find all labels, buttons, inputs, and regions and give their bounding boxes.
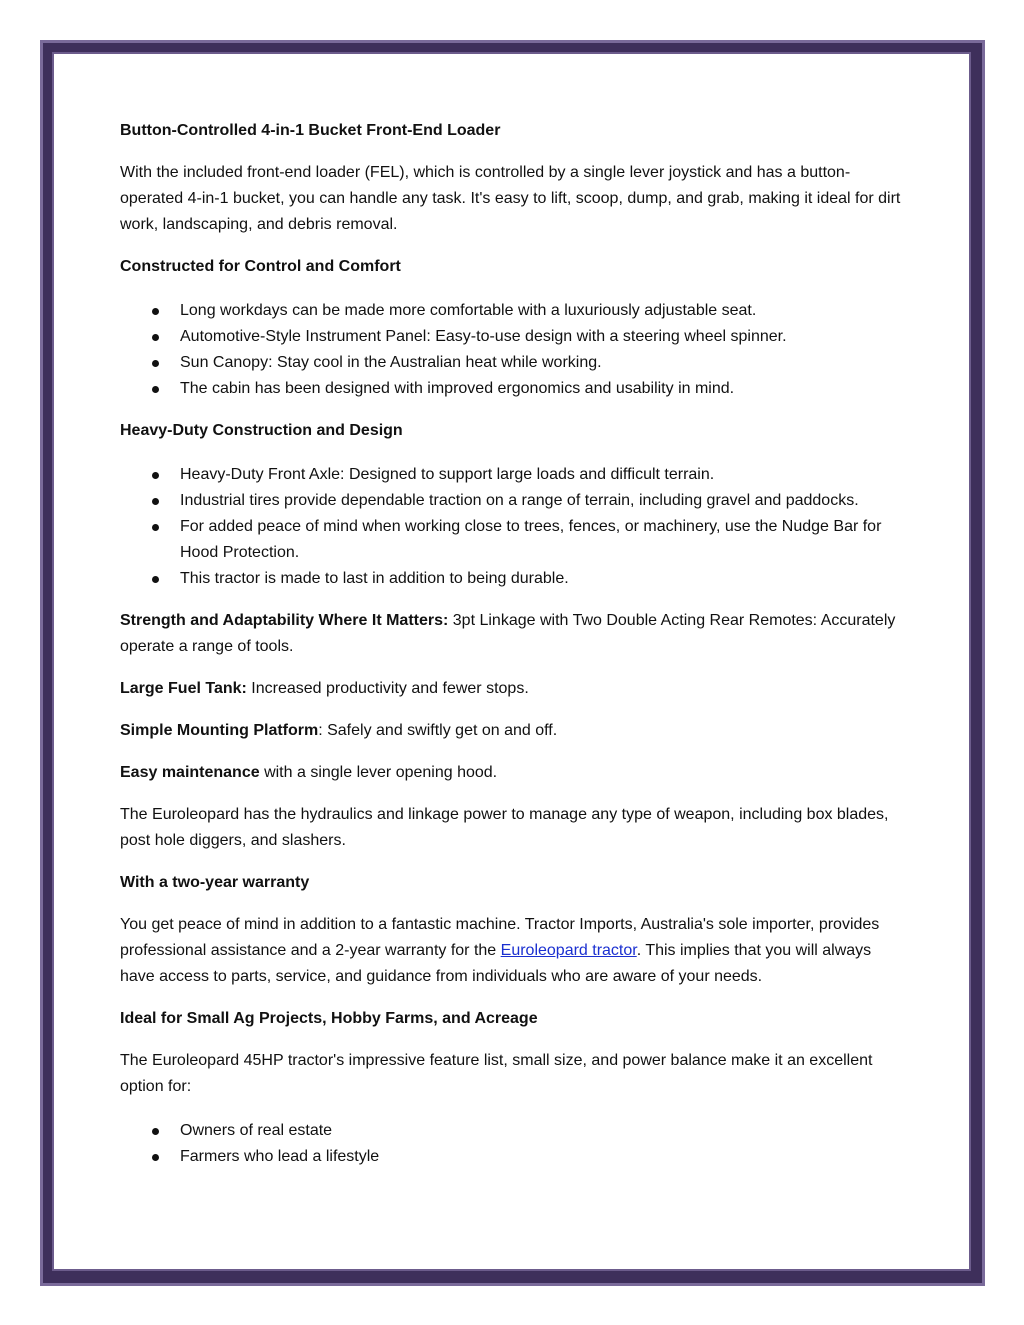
paragraph-hydraulics: The Euroleopard has the hydraulics and linkage power to manage any type of weapon, including box blades, post hole diggers, and slashers. (120, 806, 889, 849)
bullet-icon (152, 524, 159, 531)
paragraph-ideal-for: The Euroleopard 45HP tractor's impressive feature list, small size, and power balance make it an excellent option for: (120, 1052, 873, 1095)
paragraph-mounting-platform: Simple Mounting Platform: Safely and swiftly get on and off. (120, 722, 558, 739)
bold-lead: Large Fuel Tank: (120, 680, 247, 697)
list-item: The cabin has been designed with improved ergonomics and usability in mind. (120, 376, 910, 402)
heading-warranty: With a two-year warranty (120, 874, 310, 891)
list-item: Farmers who lead a lifestyle (120, 1144, 910, 1170)
bullet-icon (152, 472, 159, 479)
list-ideal-for (120, 1118, 910, 1170)
heading-front-end-loader: Button-Controlled 4-in-1 Bucket Front-End Loader (120, 122, 501, 139)
document-content (120, 118, 910, 1170)
bold-lead: Easy maintenance (120, 764, 260, 781)
list-item: Industrial tires provide dependable traction on a range of terrain, including gravel and paddocks. (120, 488, 910, 514)
paragraph-warranty: You get peace of mind in addition to a fantastic machine. Tractor Imports, Australia's sole importer, provides professional assistance and a 2-year warranty for the Euroleopard tractor. This implies that you will always have access to parts, service, and guidance from individuals who are aware of your needs. (120, 916, 880, 985)
list-item: Long workdays can be made more comfortable with a luxuriously adjustable seat. (120, 298, 910, 324)
list-item: Owners of real estate (120, 1118, 910, 1144)
list-item: Sun Canopy: Stay cool in the Australian heat while working. (120, 350, 910, 376)
list-item: For added peace of mind when working close to trees, fences, or machinery, use the Nudge Bar for Hood Protection. (120, 514, 910, 566)
bold-lead: Simple Mounting Platform (120, 722, 319, 739)
bullet-icon (152, 1154, 159, 1161)
bullet-icon (152, 360, 159, 367)
heading-control-comfort: Constructed for Control and Comfort (120, 258, 401, 275)
bullet-icon (152, 308, 159, 315)
bullet-icon (152, 576, 159, 583)
paragraph-easy-maintenance: Easy maintenance with a single lever opening hood. (120, 764, 498, 781)
list-item: Automotive-Style Instrument Panel: Easy-to-use design with a steering wheel spinner. (120, 324, 910, 350)
heading-heavy-duty: Heavy-Duty Construction and Design (120, 422, 403, 439)
paragraph-front-end-loader: With the included front-end loader (FEL), which is controlled by a single lever joystick and has a button-operated 4-in-1 bucket, you can handle any task. It's easy to lift, scoop, dump, and grab, making it ideal for dirt work, landscaping, and debris removal. (120, 164, 901, 233)
paragraph-strength-adaptability: Strength and Adaptability Where It Matters: 3pt Linkage with Two Double Acting Rear Remotes: Accurately operate a range of tools. (120, 612, 896, 655)
heading-ideal-for: Ideal for Small Ag Projects, Hobby Farms, and Acreage (120, 1010, 538, 1027)
list-control-comfort (120, 298, 910, 402)
bullet-icon (152, 334, 159, 341)
list-item: This tractor is made to last in addition to being durable. (120, 566, 910, 592)
paragraph-fuel-tank: Large Fuel Tank: Increased productivity and fewer stops. (120, 680, 529, 697)
list-item: Heavy-Duty Front Axle: Designed to support large loads and difficult terrain. (120, 462, 910, 488)
euroleopard-tractor-link[interactable]: Euroleopard tractor (500, 942, 637, 959)
bold-lead: Strength and Adaptability Where It Matters: (120, 612, 449, 629)
list-heavy-duty (120, 462, 910, 592)
bullet-icon (152, 498, 159, 505)
bullet-icon (152, 1128, 159, 1135)
bullet-icon (152, 386, 159, 393)
